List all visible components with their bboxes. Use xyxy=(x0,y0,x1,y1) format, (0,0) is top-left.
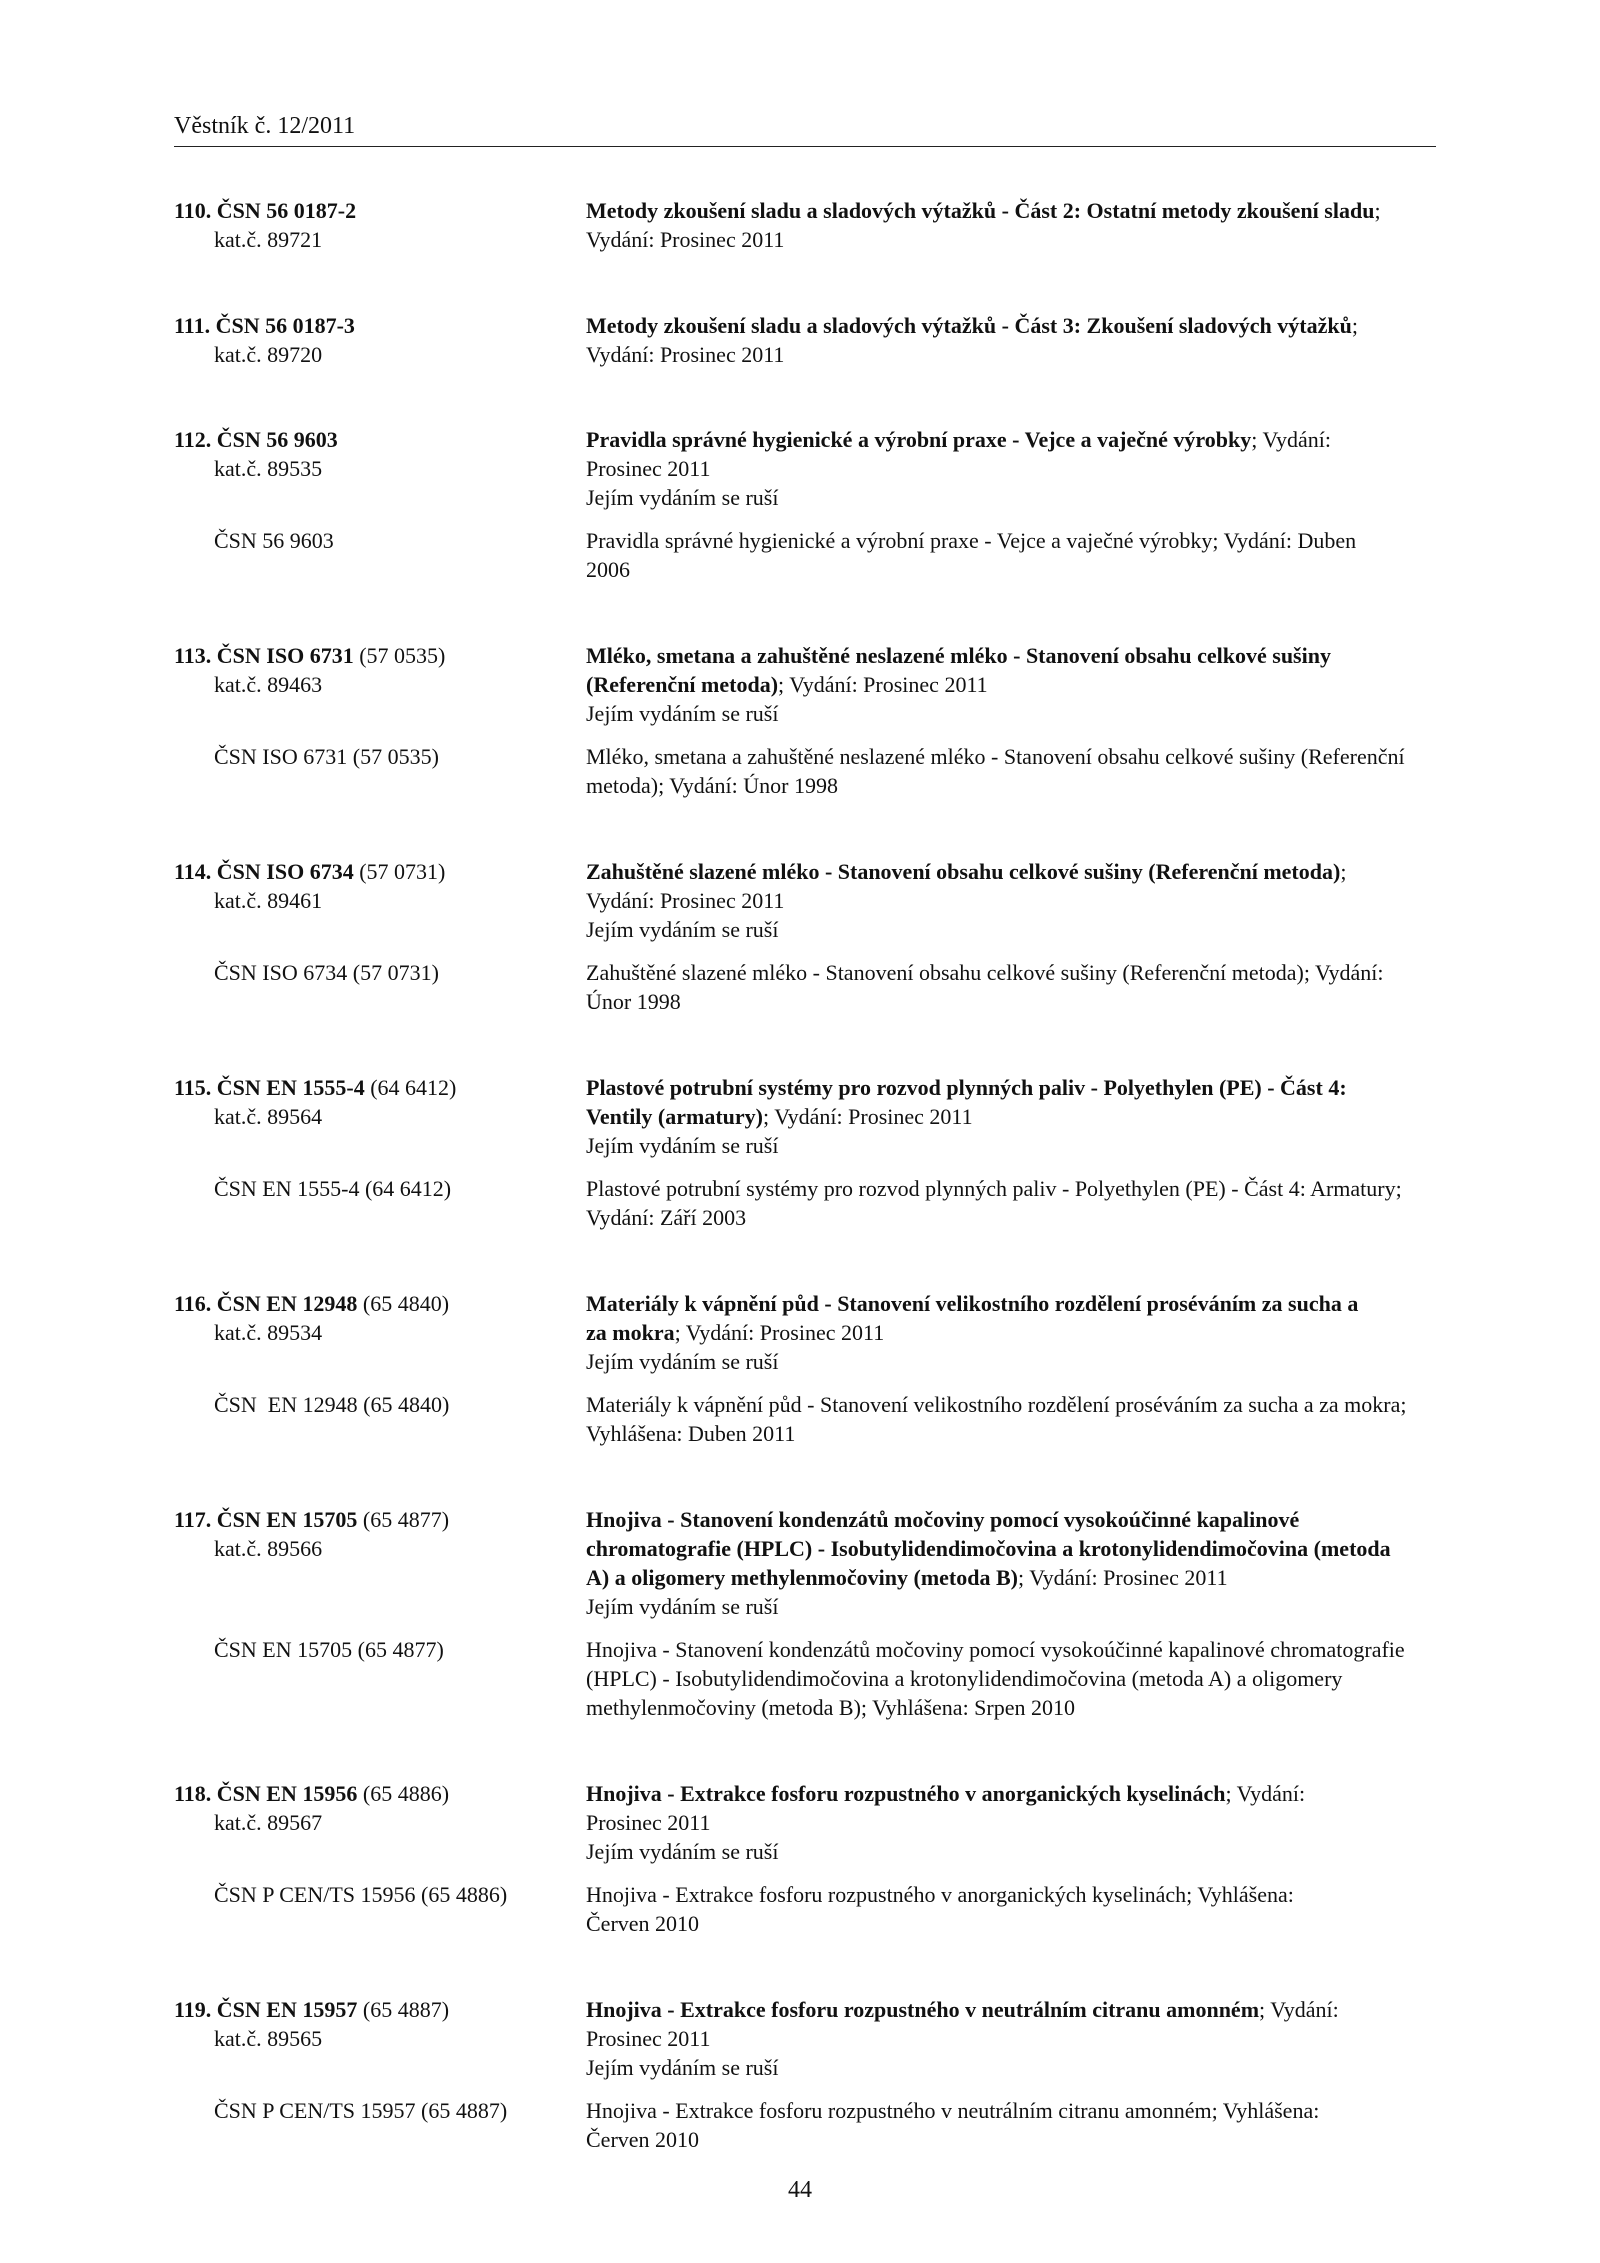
entry-number: 111. xyxy=(174,313,211,338)
replaced-standard-code: ČSN EN 15705 (65 4877) xyxy=(214,1637,444,1662)
replaced-standard-code: ČSN 56 9603 xyxy=(214,528,334,553)
cancel-note: Jejím vydáním se ruší xyxy=(586,1839,779,1864)
standard-code-suffix: (57 0731) xyxy=(353,859,446,884)
replaced-standard-title: Zahuštěné slazené mléko - Stanovení obsahu celkové sušiny (Referenční metoda); Vydání: Únor 1998 xyxy=(586,960,1384,1014)
replaced-standard-code: ČSN EN 12948 (65 4840) xyxy=(214,1392,450,1417)
standard-code: ČSN EN 15957 xyxy=(216,1997,358,2022)
standard-code: ČSN EN 12948 xyxy=(216,1291,358,1316)
standard-entry xyxy=(174,1289,1436,1448)
page-number: 44 xyxy=(788,2177,812,2203)
entry-number: 112. xyxy=(174,427,212,452)
standard-title: Metody zkoušení sladu a sladových výtažků - Část 2: Ostatní metody zkoušení sladu xyxy=(586,198,1375,223)
catalog-number: kat.č. 89565 xyxy=(214,2026,323,2051)
entry-number: 116. xyxy=(174,1291,212,1316)
standard-code: ČSN 56 9603 xyxy=(216,427,338,452)
standard-title: Zahuštěné slazené mléko - Stanovení obsahu celkové sušiny (Referenční metoda) xyxy=(586,859,1341,884)
issue-info: ; Vydání: Prosinec 2011 xyxy=(763,1104,973,1129)
page-header xyxy=(174,108,1436,147)
standard-code-suffix: (65 4886) xyxy=(357,1781,450,1806)
standard-entry xyxy=(174,857,1436,1016)
standard-title: Materiály k vápnění půd - Stanovení velikostního rozdělení proséváním za sucha a za mokra xyxy=(586,1291,1359,1345)
catalog-number: kat.č. 89461 xyxy=(214,888,323,913)
standard-code: ČSN EN 15956 xyxy=(216,1781,358,1806)
header-title: Věstník č. 12/2011 xyxy=(174,113,356,139)
entry-number: 117. xyxy=(174,1507,212,1532)
standard-title: Plastové potrubní systémy pro rozvod plynných paliv - Polyethylen (PE) - Část 4: Ventily (armatury) xyxy=(586,1075,1347,1129)
issue-info: ; Vydání: Prosinec 2011 xyxy=(1017,1565,1228,1590)
cancel-note: Jejím vydáním se ruší xyxy=(586,1594,779,1619)
issue-info: ; Vydání: Prosinec 2011 xyxy=(586,427,1331,481)
standard-entry xyxy=(174,1073,1436,1232)
standard-entry xyxy=(174,311,1436,369)
entry-number: 119. xyxy=(174,1997,212,2022)
issue-info: ; Vydání: Prosinec 2011 xyxy=(586,313,1358,367)
replaced-standard-title: Hnojiva - Extrakce fosforu rozpustného v anorganických kyselinách; Vyhlášena: Červen 2010 xyxy=(586,1882,1294,1936)
standard-entry xyxy=(174,425,1436,584)
catalog-number: kat.č. 89720 xyxy=(214,342,323,367)
issue-info: ; Vydání: Prosinec 2011 xyxy=(778,672,988,697)
replaced-standard-code: ČSN P CEN/TS 15957 (65 4887) xyxy=(214,2098,508,2123)
standard-code-suffix: (57 0535) xyxy=(353,643,446,668)
cancel-note: Jejím vydáním se ruší xyxy=(586,701,779,726)
replaced-standard-code: ČSN P CEN/TS 15956 (65 4886) xyxy=(214,1882,508,1907)
catalog-number: kat.č. 89534 xyxy=(214,1320,323,1345)
issue-info: ; Vydání: Prosinec 2011 xyxy=(586,1781,1306,1835)
replaced-standard-title: Mléko, smetana a zahuštěné neslazené mléko - Stanovení obsahu celkové sušiny (Referenční metoda); Vydání: Únor 1998 xyxy=(586,744,1405,798)
entry-number: 118. xyxy=(174,1781,212,1806)
standard-code-suffix: (65 4840) xyxy=(357,1291,450,1316)
replaced-standard-code: ČSN ISO 6734 (57 0731) xyxy=(214,960,439,985)
replaced-standard-title: Plastové potrubní systémy pro rozvod plynných paliv - Polyethylen (PE) - Část 4: Armatury; Vydání: Září 2003 xyxy=(586,1176,1402,1230)
standard-entry xyxy=(174,1995,1436,2154)
standard-code: ČSN EN 1555-4 xyxy=(216,1075,365,1100)
replaced-standard-code: ČSN EN 1555-4 (64 6412) xyxy=(214,1176,452,1201)
standard-title: Hnojiva - Extrakce fosforu rozpustného v anorganických kyselinách xyxy=(586,1781,1226,1806)
replaced-standard-code: ČSN ISO 6731 (57 0535) xyxy=(214,744,439,769)
replaced-standard-title: Materiály k vápnění půd - Stanovení velikostního rozdělení proséváním za sucha a za mokra; Vyhlášena: Duben 2011 xyxy=(586,1392,1407,1446)
catalog-number: kat.č. 89535 xyxy=(214,456,323,481)
standard-code: ČSN ISO 6734 xyxy=(216,859,354,884)
replaced-standard-title: Hnojiva - Extrakce fosforu rozpustného v neutrálním citranu amonném; Vyhlášena: Červen 2010 xyxy=(586,2098,1320,2152)
standard-code: ČSN 56 0187-3 xyxy=(215,313,355,338)
standard-entry xyxy=(174,196,1436,254)
standards-list xyxy=(174,196,1436,2211)
standard-title: Pravidla správné hygienické a výrobní praxe - Vejce a vaječné výrobky xyxy=(586,427,1252,452)
cancel-note: Jejím vydáním se ruší xyxy=(586,2055,779,2080)
entry-number: 114. xyxy=(174,859,212,884)
standard-code-suffix: (64 6412) xyxy=(364,1075,457,1100)
standard-title: Metody zkoušení sladu a sladových výtažků - Část 3: Zkoušení sladových výtažků xyxy=(586,313,1352,338)
standard-entry xyxy=(174,641,1436,800)
entry-number: 113. xyxy=(174,643,212,668)
standard-title: Hnojiva - Stanovení kondenzátů močoviny pomocí vysokoúčinné kapalinové chromatografie (HPLC) - Isobutylidendimočovina a krotonylidendimočovina (metoda A) a oligomery methylenmočoviny (metoda B) xyxy=(586,1507,1391,1590)
issue-info: ; Vydání: Prosinec 2011 xyxy=(586,198,1381,252)
catalog-number: kat.č. 89567 xyxy=(214,1810,323,1835)
replaced-standard-title: Hnojiva - Stanovení kondenzátů močoviny pomocí vysokoúčinné kapalinové chromatografie (HPLC) - Isobutylidendimočovina a krotonylidendimočovina (metoda A) a oligomery methylenmočoviny (metoda B); Vyhlášena: Srpen 2010 xyxy=(586,1637,1405,1720)
standard-code: ČSN 56 0187-2 xyxy=(216,198,357,223)
issue-info: ; Vydání: Prosinec 2011 xyxy=(586,859,1347,913)
standard-title: Hnojiva - Extrakce fosforu rozpustného v neutrálním citranu amonném xyxy=(586,1997,1260,2022)
entry-number: 110. xyxy=(174,198,212,223)
cancel-note: Jejím vydáním se ruší xyxy=(586,917,779,942)
issue-info: ; Vydání: Prosinec 2011 xyxy=(586,1997,1339,2051)
standard-title: Mléko, smetana a zahuštěné neslazené mléko - Stanovení obsahu celkové sušiny (Referenční metoda) xyxy=(586,643,1331,697)
standard-code-suffix: (65 4877) xyxy=(357,1507,450,1532)
standard-entry xyxy=(174,1505,1436,1722)
replaced-standard-title: Pravidla správné hygienické a výrobní praxe - Vejce a vaječné výrobky; Vydání: Duben 2006 xyxy=(586,528,1357,582)
cancel-note: Jejím vydáním se ruší xyxy=(586,1133,779,1158)
catalog-number: kat.č. 89564 xyxy=(214,1104,323,1129)
catalog-number: kat.č. 89463 xyxy=(214,672,323,697)
cancel-note: Jejím vydáním se ruší xyxy=(586,1349,779,1374)
issue-info: ; Vydání: Prosinec 2011 xyxy=(674,1320,885,1345)
standard-code: ČSN EN 15705 xyxy=(216,1507,358,1532)
standard-entry xyxy=(174,1779,1436,1938)
entry-number: 115. xyxy=(174,1075,212,1100)
standard-code: ČSN ISO 6731 xyxy=(216,643,354,668)
catalog-number: kat.č. 89721 xyxy=(214,227,323,252)
cancel-note: Jejím vydáním se ruší xyxy=(586,485,779,510)
catalog-number: kat.č. 89566 xyxy=(214,1536,323,1561)
standard-code-suffix: (65 4887) xyxy=(357,1997,450,2022)
